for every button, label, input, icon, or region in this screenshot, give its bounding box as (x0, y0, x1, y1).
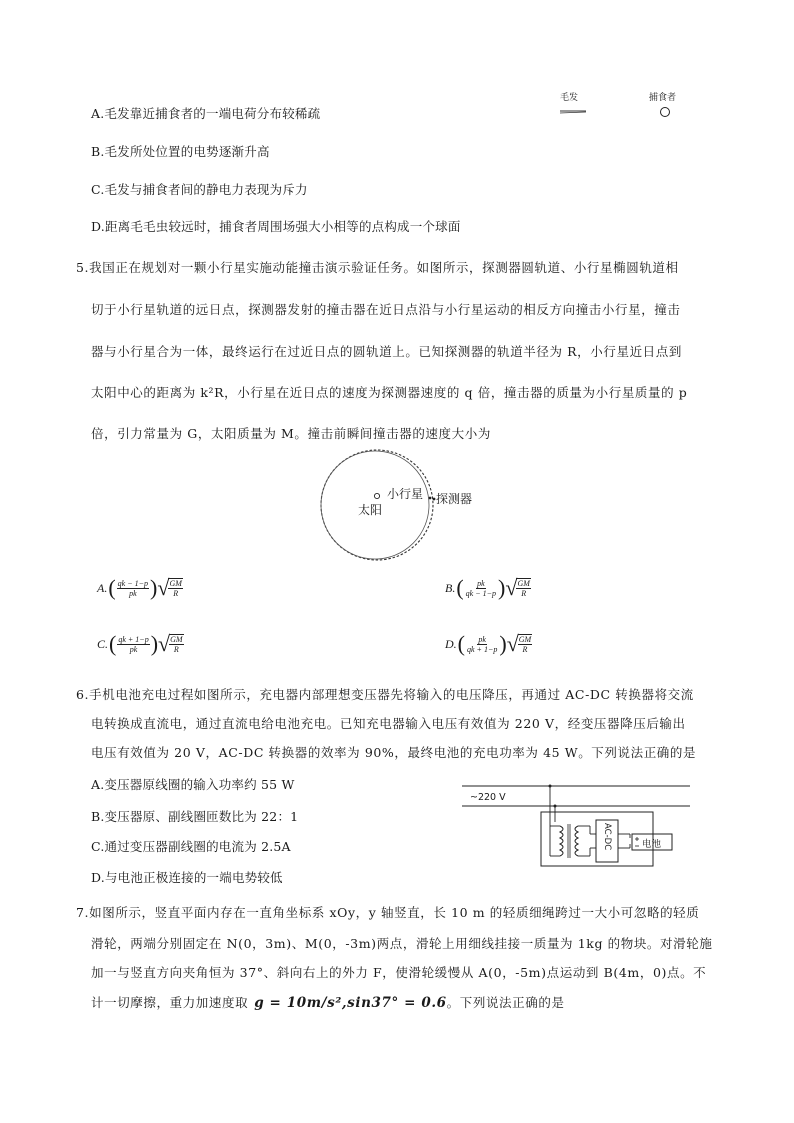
q6-option-a: A.变压器原线圈的输入功率约 55 W (91, 777, 295, 792)
asteroid-label: 小行星 (387, 487, 424, 501)
orbit-figure (318, 446, 488, 566)
frac-denominator: pk (129, 644, 138, 654)
q4-option-a: A.毛发靠近捕食者的一端电荷分布较稀疏 (91, 106, 321, 121)
answer-label: B. (445, 580, 456, 595)
answer-label: C. (97, 636, 109, 651)
hair-label: 毛发 (560, 93, 579, 103)
radical-denominator: R (173, 645, 179, 654)
q7-line-4 (91, 993, 565, 1011)
q5-line-3: 器与小行星合为一体，最终运行在过近日点的圆轨道上。已知探测器的轨道半径为 R，小行星近日点到 (91, 344, 682, 359)
q5-line-5: 倍，引力常量为 G，太阳质量为 M。撞击前瞬间撞击器的速度大小为 (91, 426, 491, 441)
predator-label: 捕食者 (649, 93, 677, 103)
frac-denominator: pk (129, 588, 137, 598)
radical-numerator: GM (170, 635, 183, 644)
radical-denominator: R (522, 645, 528, 654)
q7-line-2: 滑轮，两端分别固定在 N(0，3m)、M(0，-3m)两点，滑轮上用细线挂接一质量为 1kg 的物块。对滑轮施 (91, 936, 713, 951)
radical-denominator: R (521, 589, 527, 598)
q5-line-4: 太阳中心的距离为 k²R，小行星在近日点的速度为探测器速度的 q 倍，撞击器的质量为小行星质量的 p (91, 385, 688, 400)
q6-line-1: 6.手机电池充电过程如图所示，充电器内部理想变压器先将输入的电压降压，再通过 AC-DC 转换器将交流 (76, 687, 694, 702)
q4-option-d: D.距离毛毛虫较远时，捕食者周围场强大小相等的点构成一个球面 (91, 219, 461, 234)
q6-option-b: B.变压器原、副线圈匝数比为 22：1 (91, 809, 299, 824)
q7-line-1: 7.如图所示，竖直平面内存在一直角坐标系 xOy，y 轴竖直，长 10 m 的轻质细绳跨过一大小可忽略的轻质 (76, 905, 700, 920)
frac-denominator: qk − 1−p (465, 588, 497, 598)
radical-denominator: R (173, 589, 179, 598)
frac-numerator: qk − 1−p (117, 578, 149, 588)
q4-option-c: C.毛发与捕食者间的静电力表现为斥力 (91, 182, 308, 197)
battery-label: 电池 (642, 839, 662, 850)
frac-denominator: qk + 1−p (467, 644, 498, 654)
q5-line-1: 5.我国正在规划对一颗小行星实施动能撞击演示验证任务。如图所示，探测器圆轨道、小行星椭圆轨道相 (76, 260, 679, 275)
sun-label: 太阳 (358, 503, 383, 517)
radical-numerator: GM (518, 635, 532, 644)
probe-label: 探测器 (436, 492, 473, 506)
radical-numerator: GM (517, 579, 530, 588)
q5-answer-d: D. ( $\frac{pk}{qk + 1-p}$ ) √ $\frac{GM}{R}$ (445, 631, 532, 656)
radical-numerator: GM (169, 579, 182, 588)
frac-numerator: pk (477, 578, 485, 588)
q7-formula: g = 10m/s²,sin37° = 0.6 (254, 995, 447, 1011)
converter-label: AC-DC (602, 823, 612, 851)
charger-circuit-diagram (462, 776, 692, 870)
q5-answer-a: A. ( $\frac{qk - 1-p}{pk}$ ) √ $\frac{GM}{R}$ (97, 575, 182, 600)
q7-line-4-tail: 。下列说法正确的是 (446, 995, 565, 1010)
q7-line-4-text: 计一切摩擦，重力加速度取 (91, 995, 249, 1010)
frac-numerator: pk (478, 634, 486, 644)
q6-line-2: 电转换成直流电，通过直流电给电池充电。已知充电器输入电压有效值为 220 V，经变压器降压后输出 (91, 716, 686, 731)
charger-circuit-figure (462, 776, 692, 870)
q5-answer-c: C. ( $\frac{qk + 1-p}{pk}$ ) √ $\frac{GM}{R}$ (97, 631, 183, 656)
hair-predator-diagram (552, 84, 722, 130)
q6-option-c: C.通过变压器副线圈的电流为 2.5A (91, 839, 291, 854)
q6-line-3: 电压有效值为 20 V，AC-DC 转换器的效率为 90%，最终电池的充电功率为 45 W。下列说法正确的是 (91, 745, 697, 760)
voltage-label: ~220 V (470, 792, 506, 803)
q4-option-b: B.毛发所处位置的电势逐渐升高 (91, 144, 270, 159)
q4-figure (552, 84, 722, 130)
q5-answer-b: B. ( $\frac{pk}{qk - 1-p}$ ) √ $\frac{GM}{R}$ (445, 575, 530, 600)
answer-label: A. (97, 580, 108, 595)
frac-numerator: qk + 1−p (118, 634, 149, 644)
q5-line-2: 切于小行星轨道的远日点，探测器发射的撞击器在近日点沿与小行星运动的相反方向撞击小行星，撞击 (91, 302, 681, 317)
q6-option-d: D.与电池正极连接的一端电势较低 (91, 870, 283, 885)
answer-label: D. (445, 636, 457, 651)
q7-line-3: 加一与竖直方向夹角恒为 37°、斜向右上的外力 F，使滑轮缓慢从 A(0，-5m)点运动到 B(4m，0)点。不 (91, 965, 707, 980)
